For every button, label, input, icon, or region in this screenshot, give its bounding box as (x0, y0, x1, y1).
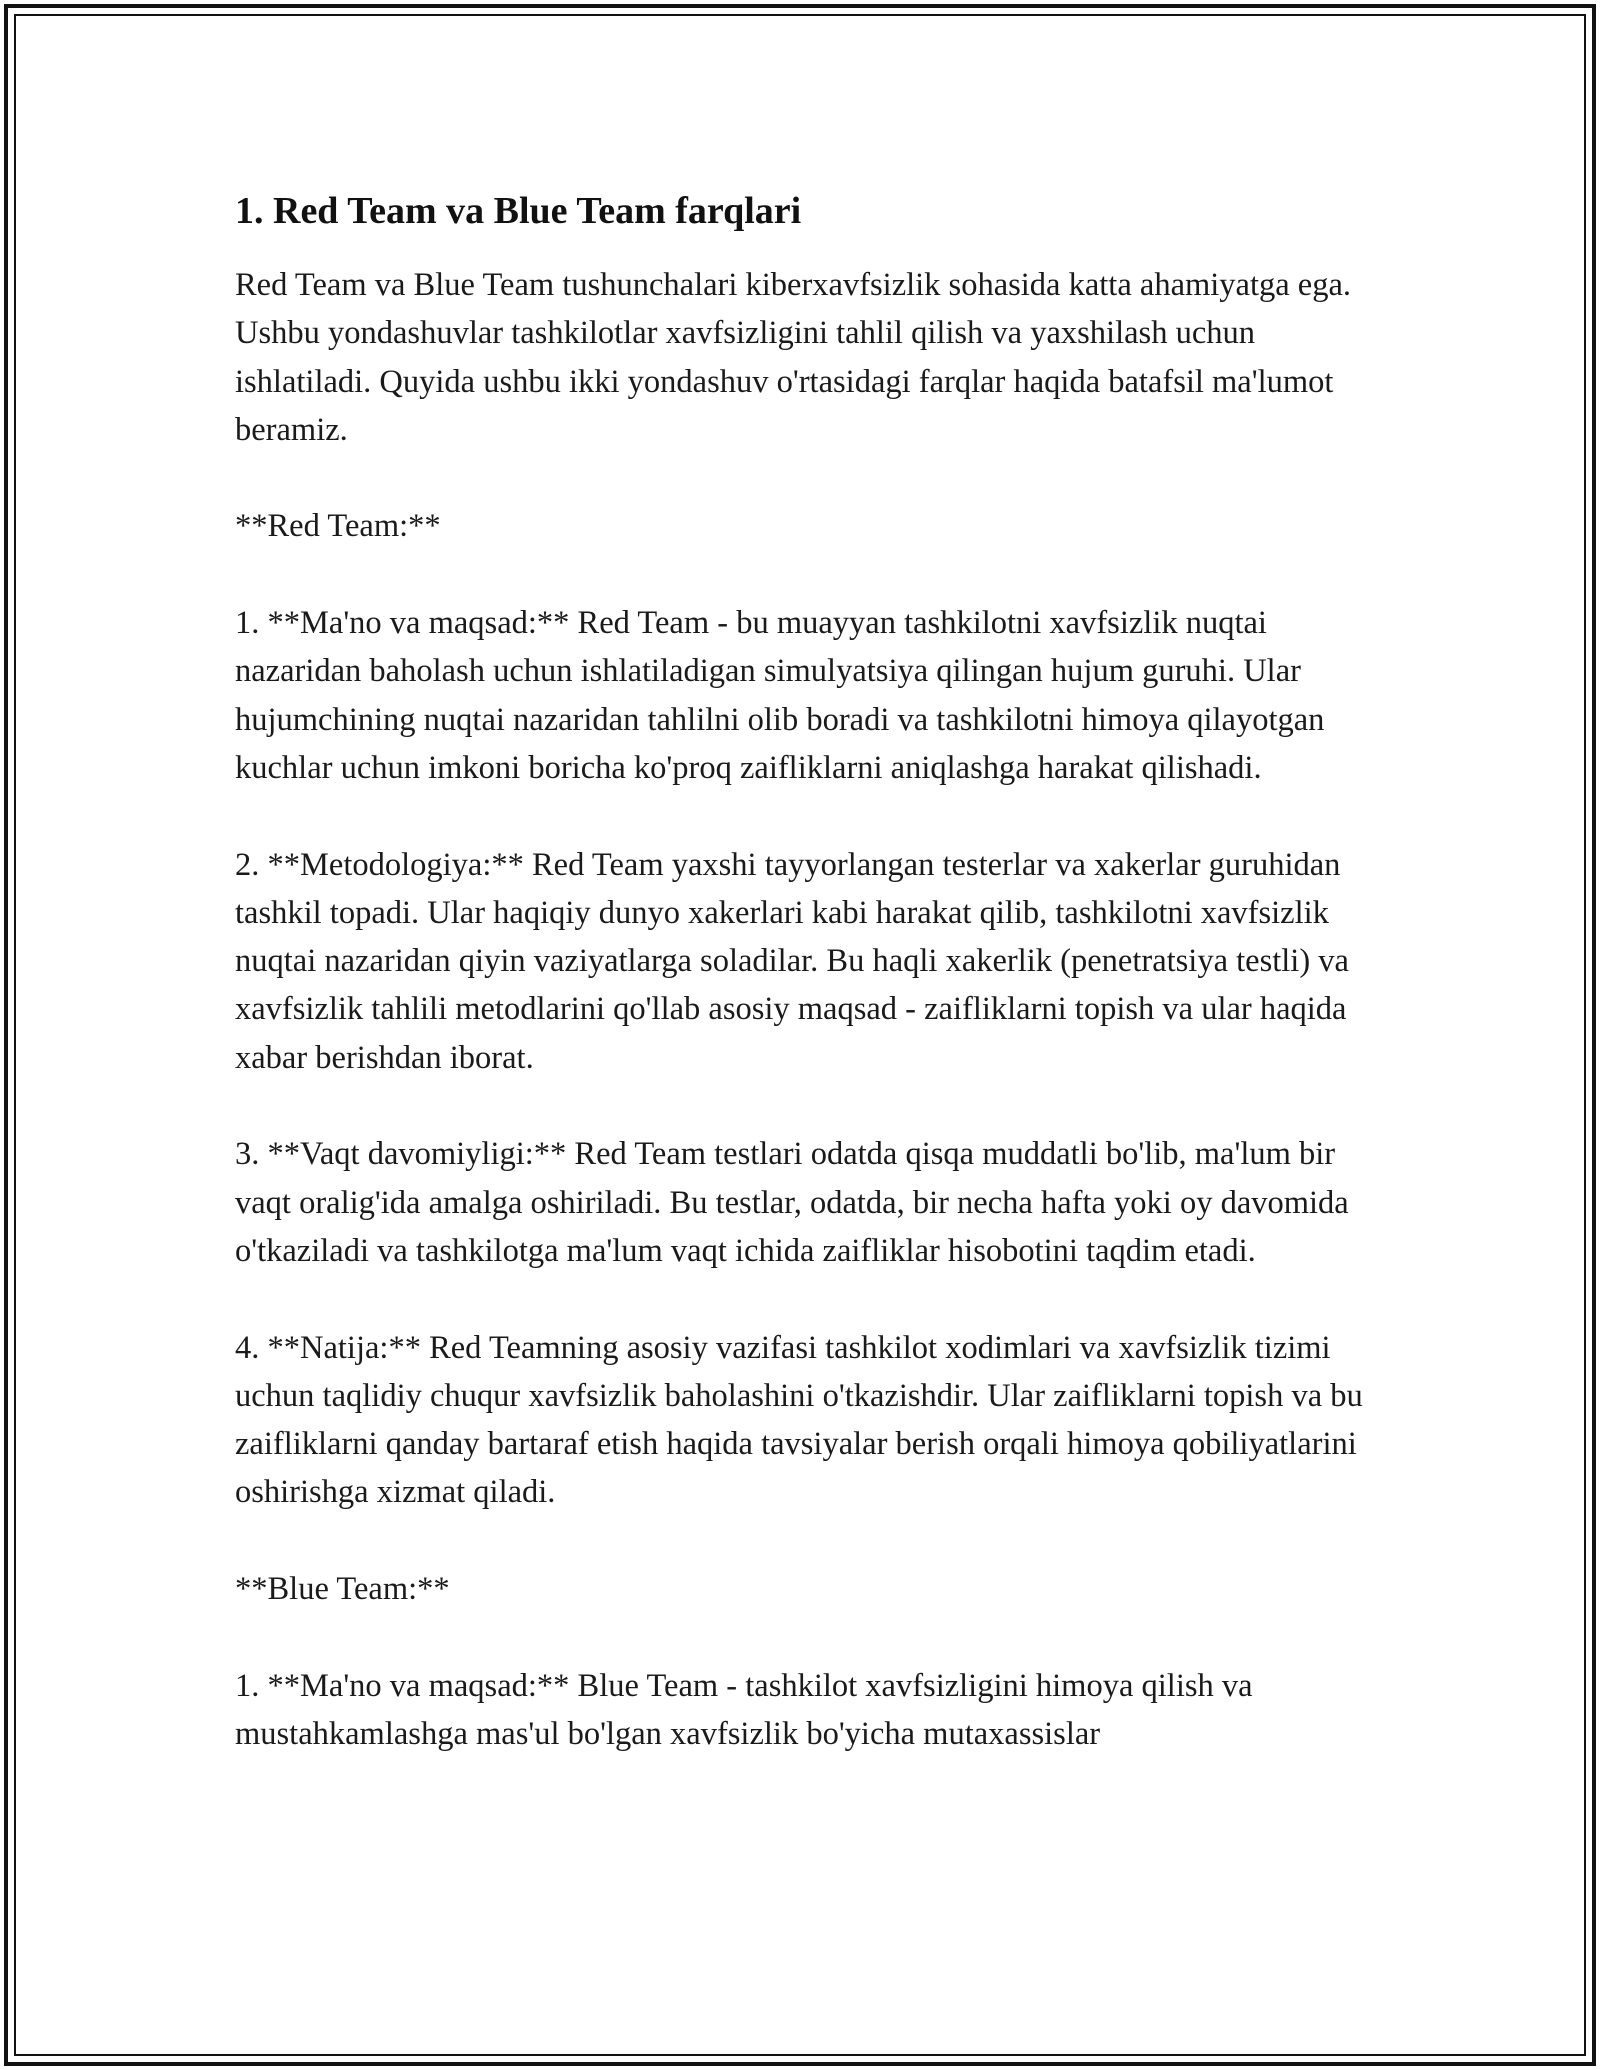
document-body (235, 187, 1375, 1807)
red-team-point-result: 4. **Natija:** Red Teamning asosiy vazifasi tashkilot xodimlari va xavfsizlik tizimi uchun taqlidiy chuqur xavfsizlik baholashini o'tkazishdir. Ular zaifliklarni topish va bu zaifliklarni qanday bartaraf etish haqida tavsiyalar berish orqali himoya qobiliyatlarini oshirishga xizmat qiladi. (235, 1329, 1363, 1511)
red-team-point-meaning: 1. **Ma'no va maqsad:** Red Team - bu muayyan tashkilotni xavfsizlik nuqtai nazaridan baholash uchun ishlatiladigan simulyatsiya qilingan hujum guruhi. Ular hujumchining nuqtai nazaridan tahlilni olib boradi va tashkilotni himoya qilayotgan kuchlar uchun imkoni boricha ko'proq zaifliklarni aniqlashga harakat qilishadi. (235, 605, 1325, 786)
blue-team-point-meaning: 1. **Ma'no va maqsad:** Blue Team - tashkilot xavfsizligini himoya qilish va mustahkamlashga mas'ul bo'lgan xavfsizlik bo'yicha mutaxassislar (235, 1667, 1253, 1752)
blue-team-section-label: **Blue Team:** (235, 1571, 450, 1608)
red-team-point-methodology: 2. **Metodologiya:** Red Team yaxshi tayyorlangan testerlar va xakerlar guruhidan tashkil topadi. Ular haqiqiy dunyo xakerlari kabi harakat qilib, tashkilotni xavfsizlik nuqtai nazaridan qiyin vaziyatlarga soladilar. Bu haqli xakerlik (penetratsiya testli) va xavfsizlik tahlili metodlarini qo'llab asosiy maqsad - zaifliklarni topish va ular haqida xabar berishdan iborat. (235, 846, 1349, 1076)
red-team-section-label: **Red Team:** (235, 508, 441, 545)
intro-paragraph: Red Team va Blue Team tushunchalari kiberxavfsizlik sohasida katta ahamiyatga ega. Ushbu yondashuvlar tashkilotlar xavfsizligini tahlil qilish va yaxshilash uchun ishlatiladi. Quyida ushbu ikki yondashuv o'rtasidagi farqlar haqida batafsil ma'lumot beramiz. (235, 267, 1352, 448)
red-team-point-duration: 3. **Vaqt davomiyligi:** Red Team testlari odatda qisqa muddatli bo'lib, ma'lum bir vaqt oralig'ida amalga oshiriladi. Bu testlar, odatda, bir necha hafta yoki oy davomida o'tkaziladi va tashkilotga ma'lum vaqt ichida zaifliklar hisobotini taqdim etadi. (235, 1136, 1349, 1269)
document-heading: 1. Red Team va Blue Team farqlari (235, 190, 802, 232)
